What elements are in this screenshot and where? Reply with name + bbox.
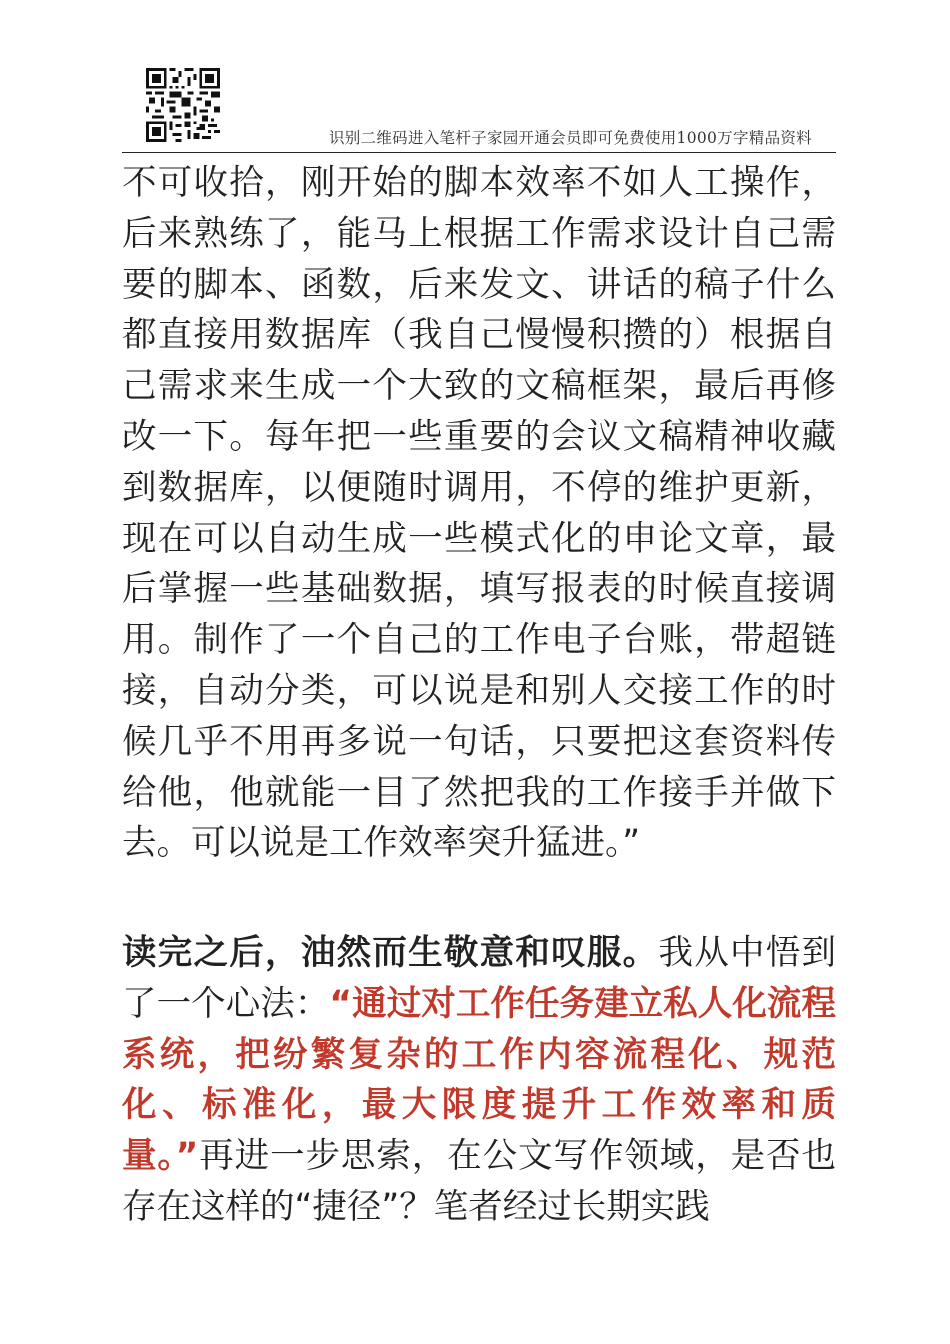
- paragraph-middle-text: 我从中悟到了一个心法：: [122, 933, 837, 1024]
- highlighted-quote: “通过对工作任务建立私人化流程系统，把纷繁复杂的工作内容流程化、规范化、标准化，最大限度提升工作效率和质量。”: [122, 983, 836, 1177]
- paragraph-tail-text: 再进一步思索，在公文写作领域，是否也存在这样的“捷径”？笔者经过长期实践: [122, 1136, 836, 1227]
- qr-code-icon[interactable]: [146, 68, 220, 142]
- header-promo-text: 识别二维码进入笔杆子家园开通会员即可免费使用1000万字精品资料: [328, 129, 812, 147]
- paragraph-bold-lead: 读完之后，油然而生敬意和叹服。: [122, 933, 659, 973]
- page-header: [122, 66, 836, 153]
- body-paragraph-1: 不可收拾，刚开始的脚本效率不如人工操作，后来熟练了，能马上根据工作需求设计自己需要的脚本、函数，后来发文、讲话的稿子什么都直接用数据库（我自己慢慢积攒的）根据自己需求来生成一个大致的文稿框架，最后再修改一下。每年把一些重要的会议文稿精神收藏到数据库，以便随时调用，不停的维护更新，现在可以自动生成一些模式化的申论文章，最后掌握一些基础数据，填写报表的时候直接调用。制作了一个自己的工作电子台账，带超链接，自动分类，可以说是和别人交接工作的时候几乎不用再多说一句话，只要把这套资料传给他，他就能一目了然把我的工作接手并做下去。可以说是工作效率突升猛进。”: [122, 163, 836, 864]
- body-paragraph-2: [122, 928, 836, 1233]
